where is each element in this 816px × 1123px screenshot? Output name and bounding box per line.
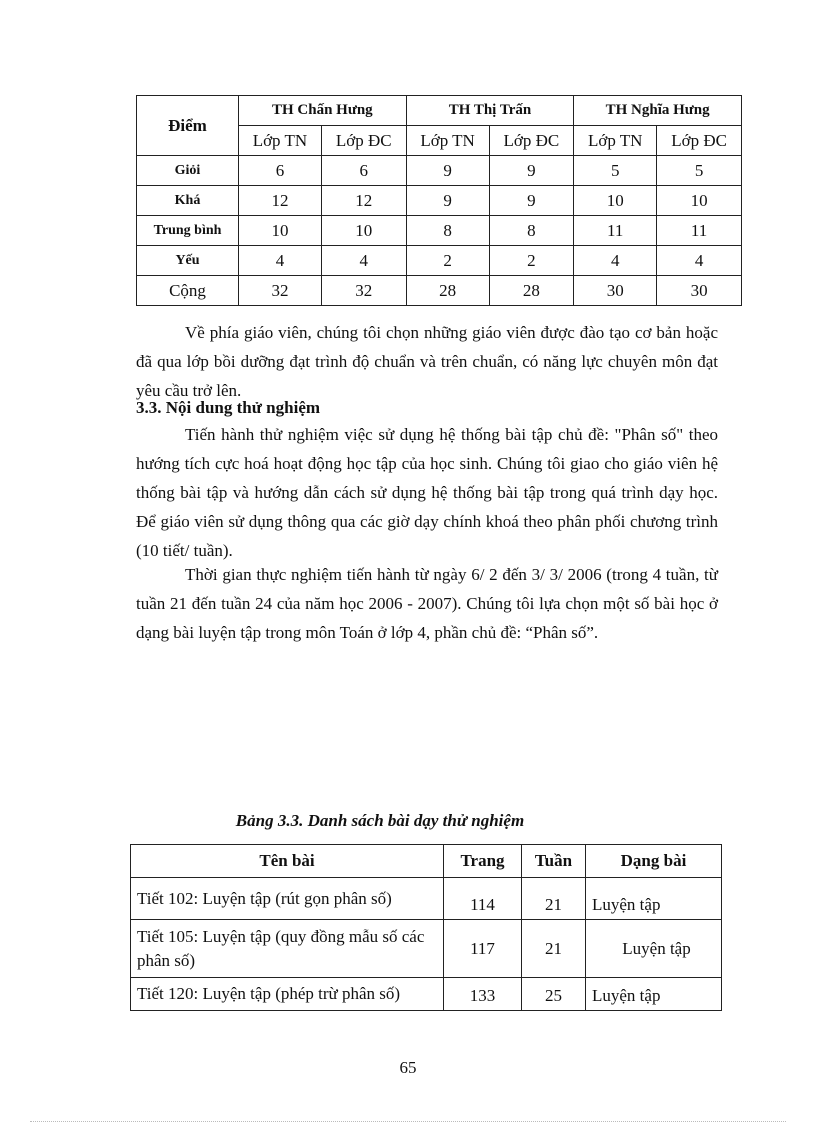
page-number: 65 xyxy=(399,1058,417,1077)
row-label: Trung bình xyxy=(137,216,239,246)
score-cell: 30 xyxy=(574,276,657,306)
paragraph-teachers: Về phía giáo viên, chúng tôi chọn những giáo viên được đào tạo cơ bản hoặc đã qua lớp bồi dưỡng đạt trình độ chuẩn và trên chuẩn, có năng lực chuyên môn đạt yêu cầu trở lên. xyxy=(136,323,718,400)
score-cell: 10 xyxy=(239,216,322,246)
table-row xyxy=(131,920,722,978)
school-header: TH Nghĩa Hưng xyxy=(574,96,742,126)
score-cell: 4 xyxy=(574,246,657,276)
score-cell: 12 xyxy=(239,186,322,216)
score-cell: 28 xyxy=(489,276,574,306)
score-row-kha xyxy=(137,186,742,216)
table-caption xyxy=(0,811,816,831)
score-cell: 8 xyxy=(406,216,489,246)
lesson-page: 114 xyxy=(444,878,522,920)
score-cell: 9 xyxy=(489,156,574,186)
score-cell: 6 xyxy=(321,156,406,186)
row-label: Giỏi xyxy=(137,156,239,186)
column-header: Dạng bài xyxy=(586,845,722,878)
score-cell: 10 xyxy=(657,186,742,216)
score-cell: 4 xyxy=(239,246,322,276)
score-cell: 9 xyxy=(406,156,489,186)
score-cell: 2 xyxy=(406,246,489,276)
score-row-yeu xyxy=(137,246,742,276)
lesson-table xyxy=(130,844,722,1011)
class-header: Lớp ĐC xyxy=(657,126,742,156)
score-cell: 5 xyxy=(574,156,657,186)
table-row xyxy=(131,878,722,920)
lesson-table-header-row xyxy=(131,845,722,878)
score-cell: 11 xyxy=(657,216,742,246)
lesson-name: Tiết 102: Luyện tập (rút gọn phân số) xyxy=(131,878,444,920)
score-table xyxy=(136,95,742,306)
row-label: Cộng xyxy=(137,276,239,306)
score-cell: 32 xyxy=(239,276,322,306)
school-header: TH Chấn Hưng xyxy=(239,96,407,126)
school-header: TH Thị Trấn xyxy=(406,96,574,126)
lesson-name: Tiết 105: Luyện tập (quy đồng mẫu số các phân số) xyxy=(131,920,444,978)
class-header: Lớp ĐC xyxy=(489,126,574,156)
score-cell: 11 xyxy=(574,216,657,246)
score-cell: 8 xyxy=(489,216,574,246)
lesson-type: Luyện tập xyxy=(586,920,722,978)
score-cell: 10 xyxy=(574,186,657,216)
lesson-week: 21 xyxy=(522,920,586,978)
class-header: Lớp TN xyxy=(239,126,322,156)
column-header: Tên bài xyxy=(131,845,444,878)
column-header: Trang xyxy=(444,845,522,878)
lesson-type: Luyện tập xyxy=(586,978,722,1011)
score-cell: 4 xyxy=(657,246,742,276)
lesson-week: 25 xyxy=(522,978,586,1011)
lesson-page: 133 xyxy=(444,978,522,1011)
row-label: Khá xyxy=(137,186,239,216)
score-row-trung-binh xyxy=(137,216,742,246)
lesson-page: 117 xyxy=(444,920,522,978)
row-label: Yếu xyxy=(137,246,239,276)
score-cell: 28 xyxy=(406,276,489,306)
score-cell: 32 xyxy=(321,276,406,306)
lesson-week: 21 xyxy=(522,878,586,920)
score-row-cong xyxy=(137,276,742,306)
paragraph-time: Thời gian thực nghiệm tiến hành từ ngày 6/ 2 đến 3/ 3/ 2006 (trong 4 tuần, từ tuần 21 đến tuần 24 của năm học 2006 - 2007). Chúng tôi lựa chọn một số bài học ở dạng bài luyện tập trong môn Toán ở lớp 4, phần chủ đề: “Phân số”. xyxy=(136,565,718,642)
score-cell: 2 xyxy=(489,246,574,276)
class-header: Lớp ĐC xyxy=(321,126,406,156)
footer-divider xyxy=(30,1121,786,1122)
score-cell: 6 xyxy=(239,156,322,186)
class-header: Lớp TN xyxy=(574,126,657,156)
class-header: Lớp TN xyxy=(406,126,489,156)
column-header: Tuần xyxy=(522,845,586,878)
score-cell: 12 xyxy=(321,186,406,216)
table-row xyxy=(131,978,722,1011)
score-cell: 5 xyxy=(657,156,742,186)
score-cell: 9 xyxy=(489,186,574,216)
score-cell: 4 xyxy=(321,246,406,276)
table-caption-text: Bảng 3.3. Danh sách bài dạy thử nghiệm xyxy=(235,811,525,830)
score-table-corner: Điểm xyxy=(137,96,239,156)
paragraph-content: Tiến hành thử nghiệm việc sử dụng hệ thống bài tập chủ đề: "Phân số" theo hướng tích cực hoá hoạt động học tập của học sinh. Chúng tôi giao cho giáo viên hệ thống bài tập và hướng dẫn cách sử dụng hệ thống bài tập trong quá trình dạy học. Để giáo viên sử dụng thông qua các giờ dạy chính khoá theo phân phối chương trình (10 tiết/ tuần). xyxy=(136,425,718,560)
score-row-gioi xyxy=(137,156,742,186)
section-heading: 3.3. Nội dung thử nghiệm xyxy=(136,398,321,417)
score-cell: 10 xyxy=(321,216,406,246)
score-cell: 30 xyxy=(657,276,742,306)
score-table-header-row xyxy=(137,96,742,126)
score-cell: 9 xyxy=(406,186,489,216)
lesson-name: Tiết 120: Luyện tập (phép trừ phân số) xyxy=(131,978,444,1011)
lesson-type: Luyện tập xyxy=(586,878,722,920)
